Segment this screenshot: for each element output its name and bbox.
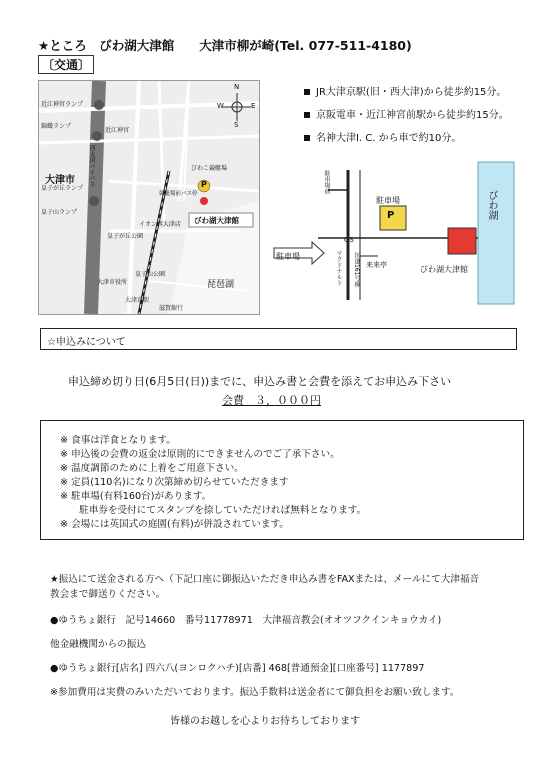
fee-note: ※参加費用は実費のみいただいております。振込手数料は送金者にて御負担をお願い致します。: [50, 687, 460, 698]
transport-item-2: 京阪電車・近江神宮前駅から徒歩約15分。: [304, 106, 509, 121]
fee-text: 会費 ３，０００円: [222, 394, 321, 407]
transport-item-3: 名神大津I. C. から車で約10分。: [304, 129, 461, 144]
bypass-label: 西大津バイパス: [88, 145, 95, 187]
station-label: 大津京駅: [125, 297, 150, 304]
museum-label: びわこ競艇場: [191, 165, 228, 172]
aeon-label: イオン西大津店: [139, 221, 181, 228]
venue-marker: [200, 197, 208, 205]
ramp-marker-2: [92, 131, 102, 141]
venue-box: [448, 228, 476, 254]
city-label: 大津市: [45, 175, 75, 186]
transport-item-1: JR大津京駅(旧・西大津)から徒歩約15分。: [304, 83, 506, 98]
detail-parking-label: 駐車場: [376, 196, 400, 205]
note-4: ※ 定員(110名)になり次第締め切らせていただきます: [60, 477, 289, 488]
detail-lake-label: びわ湖: [486, 190, 497, 220]
detail-seatpos-label: 駐車場前: [323, 170, 330, 194]
detail-route-label: 国道161号線: [353, 252, 360, 288]
note-6: 駐車券を受付にてスタンプを捺していただければ無料となります。: [60, 505, 367, 516]
application-section-box: [40, 328, 517, 350]
detail-venue-label: びわ湖大津館: [420, 265, 468, 274]
venue-label: びわ湖大津館: [194, 216, 239, 225]
payment-line-2: 教会まで御送りください。: [50, 589, 166, 600]
park2-label: 皇子山公園: [135, 271, 166, 278]
lake-label: 琵琶湖: [207, 280, 235, 290]
parking-p-label: P: [201, 180, 207, 189]
yucho-account-1: ●ゆうちょ銀行 記号14660 番号11778971 大津福音教会(オオツフクインキョウカイ): [50, 615, 442, 626]
compass-e: E: [251, 102, 256, 110]
venue-detail-map: [268, 160, 518, 310]
bullet-square-icon: [304, 135, 310, 141]
ramp-label-1: 近江神宮ランプ: [41, 101, 84, 108]
bullet-square-icon: [304, 112, 310, 118]
ramp-marker-1: [94, 100, 104, 110]
note-2: ※ 申込後の会費の返金は原則的にできませんのでご了承下さい。: [60, 449, 340, 460]
application-section-title: ☆申込みについて: [47, 337, 126, 348]
note-3: ※ 温度調節のために上着をご用意下さい。: [60, 463, 244, 474]
closing-text: 皆様のお越しを心よりお待ちしております: [170, 716, 360, 727]
compass-s: S: [234, 121, 239, 129]
ramp-label-2: 錦織ランプ: [41, 123, 72, 130]
busstop-label: 競艇場前バス停: [159, 191, 198, 197]
area-map: [38, 80, 260, 315]
bullet-square-icon: [304, 89, 310, 95]
note-7: ※ 会場には英国式の庭園(有料)が併設されています。: [60, 519, 289, 530]
lake-strip: [478, 162, 514, 304]
yucho-account-2: ●ゆうちょ銀行[店名] 四六八(ヨンロクハチ)[店番] 468[普通預金][口座番号] 1177897: [50, 663, 425, 674]
park1-label: 皇子が丘公園: [107, 233, 144, 240]
tunnel-label: 近江神宮: [105, 127, 130, 134]
compass-w: W: [217, 102, 224, 110]
shiga-bank-label: 滋賀銀行: [159, 305, 184, 312]
city-hall-label: 大津市役所: [97, 279, 128, 286]
ramp-label-3: 皇子が丘ランプ: [41, 185, 84, 192]
detail-p-label: P: [387, 210, 395, 221]
ramp-label-4: 皇子山ランプ: [41, 209, 78, 216]
detail-mcdonald-label: マクドナルド: [335, 250, 342, 286]
deadline-text: 申込締め切り日(6月5日(日))までに、申込み書と会費を添えてお申込み下さい: [68, 375, 452, 388]
detail-raiaitei-label: 来来亭: [366, 261, 387, 269]
other-banks-label: 他金融機関からの振込: [50, 639, 146, 650]
detail-gs-label: GS: [344, 236, 354, 244]
venue-heading: ★ところ びわ湖大津館 大津市柳が崎(Tel. 077-511-4180): [38, 38, 412, 53]
note-1: ※ 食事は洋食となります。: [60, 435, 176, 446]
detail-arrow-label: 駐車場: [276, 252, 300, 261]
compass-n: N: [234, 83, 240, 91]
note-5: ※ 駐車場(有料160台)があります。: [60, 491, 212, 502]
ramp-marker-3: [89, 196, 99, 206]
payment-line-1: ★振込にて送金される方へ（下記口座に御振込いただき申込み書をFAXまたは、メールにて大津福音: [50, 574, 480, 585]
transport-heading: 〔交通〕: [38, 55, 94, 74]
